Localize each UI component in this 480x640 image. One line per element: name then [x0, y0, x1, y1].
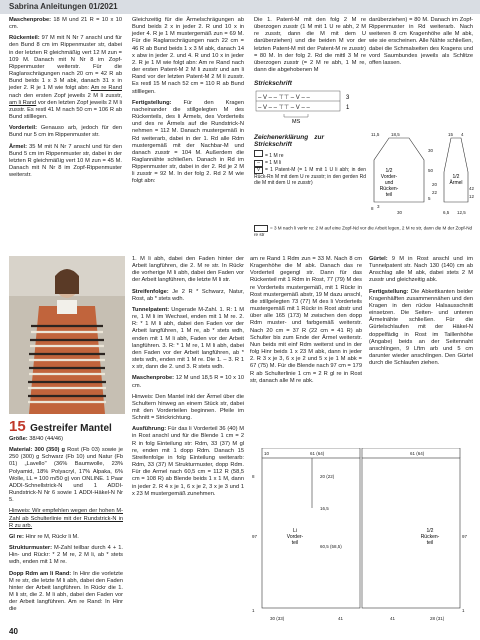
svg-text:61 (64): 61 (64): [310, 451, 325, 456]
text: Für den Kragen nacheinander die stillgelegten M des Rückenteils, des li Ärmels, des Vorderteils und des re Ärmels auf die Rundstrick-N nehmen = 112 M. Danach mustergemäß in Rd weiterarb, dabei in der 1. Rd alle Rdm mustergemäß mit der Nachbar-M und danach zusstr = 104 M. Außerdem die Raglannähte schließen. Danach in Rd im Rippenmuster str, dabei in der 2. Rd je 2 M li zusstr = 92 M. In der folg 2. Rd 2 M wie folgt abn:: [132, 99, 244, 185]
pattern-schema-1: [369, 130, 474, 220]
page-number: 40: [9, 627, 18, 636]
project-title: [9, 418, 129, 436]
svg-text:8: 8: [252, 474, 255, 479]
text: 9 M in Rost anschl und im Tunnelpatent str. Nach 130 (140) cm ab Anschlag alle M abk, dabei stets 2 M zusstr und gleichzeitig abk.: [369, 256, 473, 284]
column-3: [132, 256, 244, 502]
text: 12 M und 18,5 R = 10 x 10 cm.: [132, 375, 244, 389]
legend-item: [254, 167, 366, 186]
svg-text:15: 15: [448, 132, 454, 137]
column-7: [369, 17, 473, 71]
svg-text:4: 4: [461, 132, 464, 137]
svg-text:20: 20: [432, 182, 438, 187]
svg-text:1/2: 1/2: [426, 528, 434, 534]
cable-stitch-icon: [254, 225, 268, 232]
model-photo: [9, 256, 125, 414]
svg-text:61 (64): 61 (64): [410, 451, 425, 456]
svg-text:3: 3: [377, 204, 380, 209]
svg-text:22: 22: [432, 190, 438, 195]
svg-text:1: 1: [462, 608, 465, 613]
svg-text:Vorder-: Vorder-: [286, 534, 304, 540]
svg-text:97: 97: [462, 534, 468, 539]
label: Gl re:: [9, 533, 24, 540]
text: Hinr re M, Rückr li M.: [23, 533, 79, 540]
text: 97 M mit N Nr 7 anschl und für den Bund 8 cm im Rippenmuster str, dabei in der letzten R gleichmäßig vert 12 M zun = 109 M. Danach mit N Nr 8 im Zopf-Rippenmuster weiterstr. Für die Raglanschrägungen nach 20 cm = 42 R ab Bund beids 1 x 3 M abk, danach 31 x in jeder 2. R je 1 M wie folgt abn:: [9, 35, 122, 92]
paragraph: Die 1. Patent-M mit den folg 2 M re überzogen zusstr (1 M mit 1 U re abh, 2 M re zusstr, dann die M mit dem U darüberziehen) und die beiden M vor der letzten Patent-M mit der Patent-M re zusstr) = 80 M. In der folg 2. Rd die mittl 3 M re überzogen zusstr (= 2 M re abh, 1 M re, dann die abgehobenen M: [254, 17, 366, 74]
schema-label: und: [384, 180, 394, 186]
text: In Hinr die vorletzte M re str, die letzte M li abh, dabei den Faden hinter der Arbeit langführen. In Rückr die 1. M li str, die 2. M li abh, dabei den Faden vor der Arbeit langführen. Am re Rand: In Hinr die: [9, 570, 123, 613]
column-1: [9, 17, 122, 183]
text: Genauso arb, jedoch für den Bund nur 5 cm im Rippenmuster str.: [9, 125, 122, 139]
label: Gürtel:: [369, 256, 388, 262]
project-details: [9, 436, 123, 617]
svg-text:41: 41: [338, 616, 344, 621]
row-label: 3: [346, 95, 350, 102]
text: 18 M und 21 R = 10 x 10 cm.: [9, 17, 122, 31]
project-name: Gestreifer Mantel: [30, 423, 112, 434]
svg-text:teil: teil: [426, 540, 434, 546]
schema-label: teil: [385, 192, 393, 198]
svg-text:42: 42: [469, 186, 474, 191]
paragraph: am re Rand 1 Rdm zun = 33 M. Nach 8 cm Kragenhöhe die M abk. Danach das re Vorderteil gegengl str. Dann für das Rückenteil mit 1 Rdm in Rost, 77 (79) M des re Vorderteils mustergemäß, mit 1 Rückr in Rost mustergemäß abstr, 19 M dazu anschl, die stillgelegten 73 (77) M des li Vorderteils mustergemäß mit 1 Rückr in Rost abstr und über alle 165 (173) M zwischen den dopp Rdm muster- und farbgemäß weiterstr. Nach 20 cm = 37 R (22 cm = 41 R) ab Schulter bis zum Ende der Ärmel weiterstr. Nun beids mit einf Rdm weiterst und in der folg Hinr beids 1 x 23 M abk, dann in jeder 2. R 3 x je 3, 6 x je 2 und 5 x je 1 M abk = 67 (75) M. Für die Blende nach 97 cm = 179 R ab Schulterlinie 1 cm = 2 R gl re in Rost str, danach alle M re abk.: [250, 256, 362, 384]
text: M-Zahl teilbar durch 4 + 1. Hin- und Rückr: * 2 M re, 2 M li, ab * stets wdh, enden mit 1 M re.: [9, 545, 123, 566]
column-5: [369, 256, 473, 371]
paragraph: 1. M li abh, dabei den Faden hinter der Arbeit langführen, die 2. M re str. In Rückr die vorherige M li abh, dabei den Faden vor der Arbeit langführen, die letzte M li str.: [132, 256, 244, 284]
label: Rückenteil:: [9, 35, 40, 42]
schema-label: 1/2: [385, 168, 393, 174]
legend-cable: [254, 225, 476, 238]
hint: Hinweis: Wir empfehlen wegen der hohen M-Zahl ab Schulterlinie mit der Rundstrick-N in R zu arb.: [9, 508, 123, 529]
text: Je 2 R * Schwarz, Natur, Rost, ab * stets wdh.: [132, 288, 244, 302]
svg-text:50: 50: [428, 168, 434, 173]
svg-text:1: 1: [252, 608, 255, 613]
svg-text:30 (33): 30 (33): [270, 616, 285, 621]
schema-label: 1/2: [452, 174, 460, 180]
chart-symbols: [258, 94, 310, 111]
text: Rost (Fb 03) sowie je 250 (300) g Schwarz (Fb 10) und Natur (Fb 01) „Lavello" (36% Baumwolle, 23% Polyamid, 18% Polyacryl, 17% Alpaka, 6% Wolle, LL = 100 m/50 g) von ONLINE. 1 Paar ADDI-Schnellstrick-N und 1 ADDI-Rundstrick-N Nr 6 sowie 1 ADDI-Häkel-N Nr 5.: [9, 447, 123, 504]
chart-title: Strickschrift: [254, 80, 292, 88]
svg-text:11,5: 11,5: [371, 132, 380, 137]
page-header: Sabrina Anleitungen 01/2021: [0, 0, 480, 14]
paragraph: Gleichzeitig für die Ärmelschrägungen ab Bund beids 2 x in jeder 2. R und 10 x in jeder 4. R je 1 M mustergemäß zun = 69 M. Für die Raglanschrägungen nach 22 cm = 46 R ab Bund beids 1 x 3 M abk, danach 14 x abw in jeder 2. und 4. R und 10 x in jeder 2. R je 1 M wie folgt abn: Am re Rand nach der ersten Patent-M 2 M li zusstr und am li Rand vor der letzten Patent-M 2 M li zusstr. Es restl 15 M nach 52 cm = 110 R ab Bund stilllegen.: [132, 17, 244, 95]
svg-text:30: 30: [428, 148, 434, 153]
label: Größe:: [9, 436, 28, 442]
project-number: 15: [9, 418, 26, 435]
svg-text:12,5: 12,5: [457, 210, 466, 215]
legend: [254, 150, 366, 186]
label: Strukturmuster:: [9, 545, 52, 552]
text: am li Rand: [9, 99, 37, 106]
svg-text:Li: Li: [293, 528, 297, 534]
ms-label: MS: [292, 119, 301, 126]
paragraph: Hinweis: Den Mantel inkl der Ärmel über die Schultern hinweg an einem Stück str, dabei mit den Vorderteilen beginnen. Pfeile im Schnitt = Strickrichtung.: [132, 393, 244, 422]
label: Ausführung:: [132, 426, 167, 433]
text: 35 M mit N Nr 7 anschl und für den Bund 5 cm im Rippenmuster str, dabei in der letzten R gleichmäßig vert 10 M zun = 45 M. Danach mit N Nr 8 im Zopf-Rippenmuster weiterstr.: [9, 143, 122, 179]
knit-stitch-icon: [254, 150, 263, 157]
svg-text:teil: teil: [291, 540, 299, 546]
schema-label: Ärmel: [449, 180, 463, 186]
text: vor den letzten Zopf jeweils 2 M li zusstr. Es restl 41 M nach 50 cm = 106 R ab Bund stilllegen.: [9, 99, 122, 121]
svg-text:8: 8: [371, 206, 374, 211]
svg-text:28 (31): 28 (31): [430, 616, 445, 621]
paragraph: darüberziehen) = 80 M. Danach im Zopf-Rippenmuster in Rd weiterarb. Nach weiteren 8 cm Kragenhöhe alle M abk, wie sie erscheinen. Alle Nähte schließen, dabei die Schmalseiten des Kragens und vord Saumbundes jeweils als Schlitze offen lassen.: [369, 17, 473, 66]
legend-item: [254, 160, 366, 167]
label: Dopp Rdm am li Rand:: [9, 570, 72, 577]
purl-stitch-icon: –: [254, 160, 263, 167]
label: Vorderteil:: [9, 125, 38, 132]
pattern-schema-2: [250, 448, 474, 626]
legend-text: = 1 M li: [265, 159, 282, 166]
schema-label: Rücken-: [379, 186, 399, 192]
text: Ungerade M-Zahl. 1. R: 1 M re, 1 M li im Wechsel, enden mit 1 M re. 2. R: * 1 M li abh, dabei den Faden vor der Arbeit langführen, 1 M re, ab * stets wdh, enden mit 1 M li abh, Faden vor der Arbeit langführen. 3. R: * 1 M re, 1 M li abh, dabei den Faden vor der Arbeit langführen, ab * stets wdh, enden mit 1 M re. Die 1. – 3. R 1 x str, dann die 2. und 3. R stets wdh.: [132, 306, 244, 371]
label: Streifenfolge:: [132, 288, 169, 295]
label: Ärmel:: [9, 143, 28, 150]
row-label: 1: [346, 105, 350, 112]
column-2: [132, 17, 244, 190]
label: Tunnelpatent:: [132, 306, 170, 313]
knitting-chart: [254, 89, 359, 125]
legend-title: Zeichenerklärung zur Strickschrift: [254, 134, 324, 149]
column-4: [250, 256, 362, 389]
legend-text: = 3 M nach li verkr re: 2 M auf eine Zopf-Nd vor die Arbeit legen, 2 M re str, dann die M der Zopf-Nd re str: [254, 225, 473, 237]
schema-label: Vorder-: [380, 174, 398, 180]
svg-text:20 (22): 20 (22): [320, 474, 335, 479]
svg-text:16,5: 16,5: [320, 506, 329, 511]
text: Am re Rand: [90, 85, 122, 92]
svg-text:41: 41: [390, 616, 396, 621]
svg-text:– V – – ⊤⊤ – V – –: – V – – ⊤⊤ – V – –: [258, 105, 310, 112]
legend-item: [254, 150, 366, 159]
svg-text:60,5 (58,5): 60,5 (58,5): [320, 544, 342, 549]
legend-text: = 1 Patent-M (= 1 M mit 1 U li abh; in den Rück-Rn M mit dem U re zusstr; in den gerden Rd die M mit dem U re zusstr): [254, 166, 366, 186]
label: Maschenprobe:: [132, 375, 175, 382]
column-chart: [254, 17, 366, 186]
legend-text: = 1 M re: [265, 153, 284, 160]
patent-stitch-icon: V: [254, 167, 263, 174]
svg-text:10: 10: [264, 451, 270, 456]
text: Die Abkettkanten beider Kragenhälften zusammennähen und den Kragen in den rückw Halsausschnitt einsetzen. Die Seiten- und unteren Ärmelnähte schließen. Für die Gürtelschlaufen mit der Häkel-N doppelfädig in Rost im Taillenhöhe (Angabe) beids an der Seitennaht anschlingen, 9 Lftm arb und 5 cm darunter wieder anschlingen. Den Gürtel durch die Schlaufen ziehen.: [369, 288, 473, 367]
svg-text:97: 97: [252, 534, 258, 539]
text: Für das li Vorderteil 36 (40) M in Rost anschl und für die Blende 1 cm = 2 R in folg Einteilung str: Rdm, 33 (37) M gl re, enden mit 1 dopp Rdm. Danach 15 Streifenfolge in folg Einteilung weiterarb: Rdm, 33 (37) M Strukturmuster, dopp Rdm. Für die Armel nach 60,5 cm = 112 R (58,5 cm = 108 R) ab Blende beids 1 x 1 M, dann in jeder 2. R 4 x je 1, 6 x je 2, 3 x je 3 und 1 x 23 M mustergemäß zunehmen.: [132, 426, 244, 497]
svg-text:18,5: 18,5: [391, 132, 400, 137]
svg-text:30: 30: [397, 210, 403, 215]
text: nach den ersten Zopf jeweils 2 M li zusstr,: [9, 92, 122, 99]
label: Material: 300 (350) g: [9, 447, 65, 454]
svg-text:5: 5: [428, 196, 431, 201]
label: Maschenprobe:: [9, 17, 52, 23]
text: 38/40 (44/46): [27, 436, 64, 442]
svg-text:Rücken-: Rücken-: [420, 534, 440, 540]
svg-text:6,5: 6,5: [443, 210, 450, 215]
svg-text:12: 12: [469, 194, 474, 199]
label: Fertigstellung:: [369, 288, 409, 295]
label: Fertigstellung:: [132, 99, 172, 106]
svg-text:– V – – ⊤⊤ – V – –: – V – – ⊤⊤ – V – –: [258, 95, 310, 102]
